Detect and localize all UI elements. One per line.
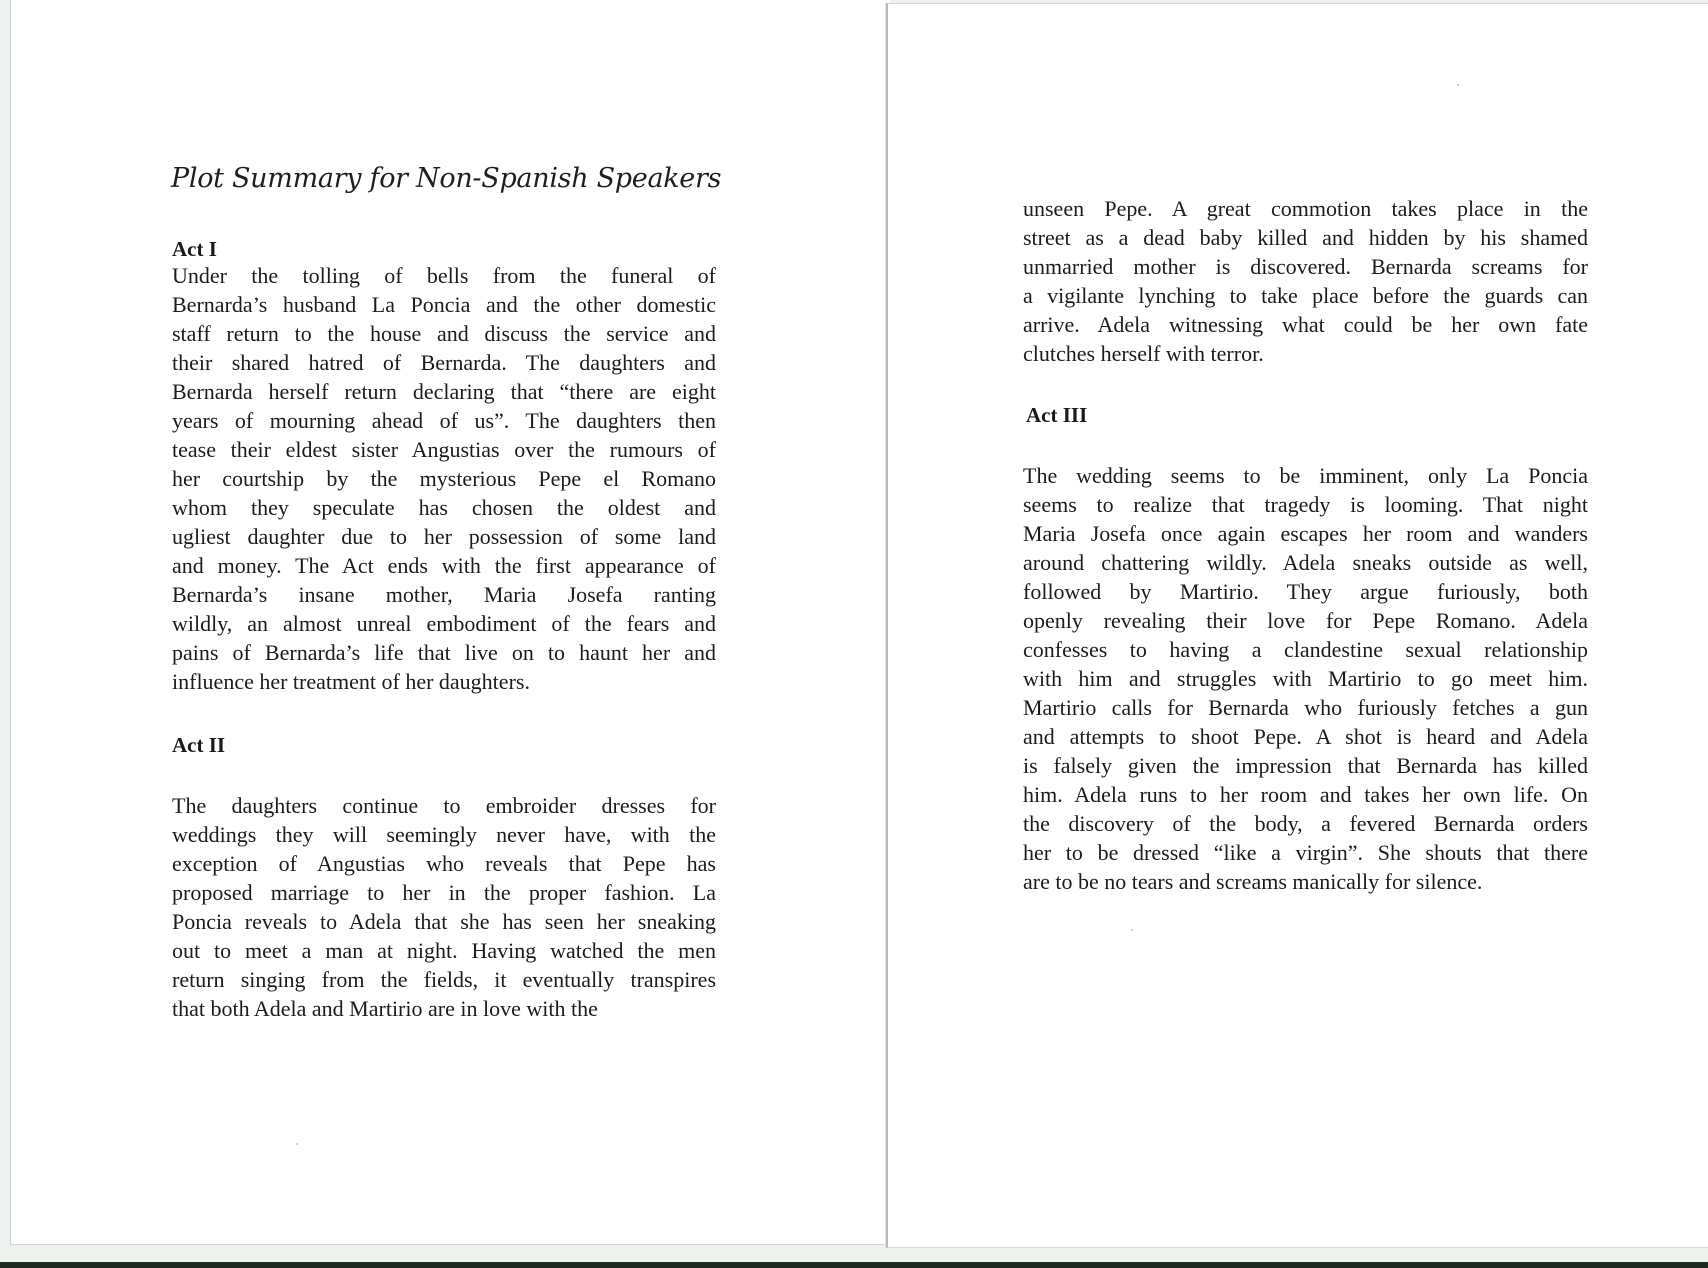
text-line: seems to realize that tragedy is looming. That night [1023,492,1588,517]
document-title: Plot Summary for Non-Spanish Speakers [171,163,722,194]
text-line: Under the tolling of bells from the funeral of [172,263,716,288]
scan-speck [1457,84,1459,86]
act-1-paragraph [172,261,716,696]
text-line: a vigilante lynching to take place before the guards can [1023,283,1588,308]
act-2-paragraph [172,791,716,1023]
text-line: Bernarda’s insane mother, Maria Josefa ranting [172,582,716,607]
scanner-edge-bar [0,1262,1708,1268]
text-line: tease their eldest sister Angustias over the rumours of [172,437,716,462]
text-line: unmarried mother is discovered. Bernarda screams for [1023,254,1588,279]
text-line: and attempts to shoot Pepe. A shot is heard and Adela [1023,724,1588,749]
act-3-paragraph [1023,461,1588,896]
text-line: her courtship by the mysterious Pepe el Romano [172,466,716,491]
text-line: out to meet a man at night. Having watched the men [172,938,716,963]
text-line: clutches herself with terror. [1023,341,1264,366]
text-line: pains of Bernarda’s life that live on to haunt her and [172,640,716,665]
text-line: ugliest daughter due to her possession of some land [172,524,716,549]
text-line: arrive. Adela witnessing what could be her own fate [1023,312,1588,337]
act-1-heading: Act I [172,237,217,261]
text-line: openly revealing their love for Pepe Romano. Adela [1023,608,1588,633]
text-line: and money. The Act ends with the first appearance of [172,553,716,578]
text-line: weddings they will seemingly never have, with the [172,822,716,847]
text-line: around chattering wildly. Adela sneaks outside as well, [1023,550,1588,575]
text-line: staff return to the house and discuss the service and [172,321,716,346]
text-line: confesses to having a clandestine sexual relationship [1023,637,1588,662]
text-line: him. Adela runs to her room and takes her own life. On [1023,782,1588,807]
scan-speck [296,1143,298,1145]
text-line: years of mourning ahead of us”. The daughters then [172,408,716,433]
text-line: unseen Pepe. A great commotion takes place in the [1023,196,1588,221]
text-line: that both Adela and Martirio are in love with the [172,996,598,1021]
text-line: wildly, an almost unreal embodiment of the fears and [172,611,716,636]
text-line: return singing from the fields, it eventually transpires [172,967,716,992]
scan-speck [1131,929,1133,931]
text-line: is falsely given the impression that Bernarda has killed [1023,753,1588,778]
text-line: their shared hatred of Bernarda. The daughters and [172,350,716,375]
act-3-heading: Act III [1026,403,1088,427]
text-line: are to be no tears and screams manically for silence. [1023,869,1483,894]
text-line: exception of Angustias who reveals that Pepe has [172,851,716,876]
text-line: her to be dressed “like a virgin”. She shouts that there [1023,840,1588,865]
text-line: Poncia reveals to Adela that she has seen her sneaking [172,909,716,934]
text-line: Martirio calls for Bernarda who furiously fetches a gun [1023,695,1588,720]
text-line: Bernarda herself return declaring that “there are eight [172,379,716,404]
act-2-continuation-paragraph [1023,194,1588,368]
text-line: street as a dead baby killed and hidden by his shamed [1023,225,1588,250]
text-line: whom they speculate has chosen the oldest and [172,495,716,520]
text-line: Bernarda’s husband La Poncia and the other domestic [172,292,716,317]
text-line: Maria Josefa once again escapes her room and wanders [1023,521,1588,546]
text-line: with him and struggles with Martirio to go meet him. [1023,666,1588,691]
text-line: proposed marriage to her in the proper fashion. La [172,880,716,905]
text-line: the discovery of the body, a fevered Bernarda orders [1023,811,1588,836]
text-line: influence her treatment of her daughters. [172,669,530,694]
act-2-heading: Act II [172,733,226,757]
text-line: The wedding seems to be imminent, only La Poncia [1023,463,1588,488]
text-line: The daughters continue to embroider dresses for [172,793,716,818]
text-line: followed by Martirio. They argue furiously, both [1023,579,1588,604]
